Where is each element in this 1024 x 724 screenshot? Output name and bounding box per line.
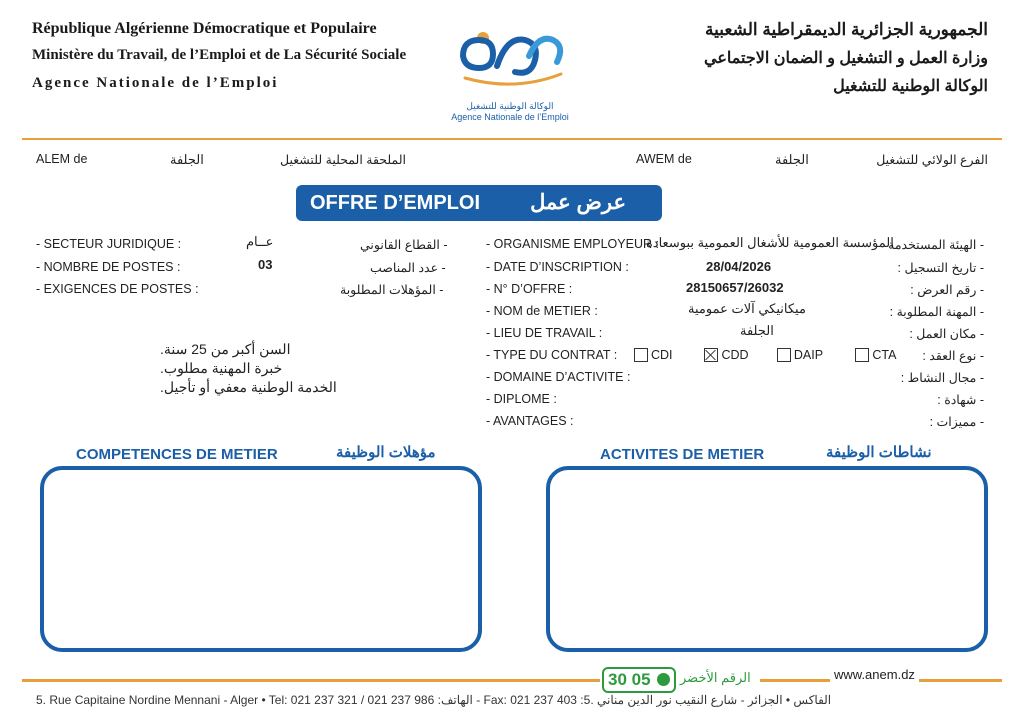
anem-logo: [445, 16, 575, 126]
header-ar-line1: الجمهورية الجزائرية الديمقراطية الشعبية: [705, 20, 988, 39]
header-ar-line2: وزارة العمل و التشغيل و الضمان الاجتماعي: [704, 50, 988, 67]
contract-option-cdi[interactable]: CDI: [634, 346, 700, 364]
lieu-ar-label: - مكان العمل :: [909, 327, 984, 341]
competences-box[interactable]: [40, 466, 482, 652]
metier-label: - NOM de METIER :: [486, 304, 598, 318]
checkbox-cdi[interactable]: [634, 348, 648, 362]
contract-option-cta[interactable]: CTA: [855, 346, 905, 364]
website-link[interactable]: www.anem.dz: [830, 667, 919, 682]
activites-title-ar: نشاطات الوظيفة: [826, 444, 932, 461]
alem-ar-label: الملحقة المحلية للتشغيل: [280, 153, 407, 167]
requirement-item: خبرة المهنية مطلوب.: [160, 360, 283, 376]
domaine-label: - DOMAINE D’ACTIVITE :: [486, 370, 631, 384]
competences-title-ar: مؤهلات الوظيفة: [336, 444, 436, 461]
date-label: - DATE D’INSCRIPTION :: [486, 260, 629, 274]
avantages-label: - AVANTAGES :: [486, 414, 574, 428]
organisme-value: المؤسسة العمومية للأشغال العمومية ببوسعادة: [646, 235, 894, 250]
offre-value: 28150657/26032: [686, 280, 784, 295]
alem-label: ALEM de: [36, 152, 88, 166]
activites-box[interactable]: [546, 466, 988, 652]
secteur-ar-label: - القطاع القانوني: [360, 238, 448, 252]
postes-value: 03: [258, 257, 273, 272]
diplome-label: - DIPLOME :: [486, 392, 557, 406]
offre-banner: [296, 185, 662, 221]
contract-options: [634, 346, 905, 364]
date-ar-label: - تاريخ التسجيل :: [897, 261, 984, 275]
offre-label: - N° D’OFFRE :: [486, 282, 573, 296]
postes-label: - NOMBRE DE POSTES :: [36, 260, 181, 274]
banner-title-ar: عرض عمل: [530, 191, 626, 214]
organisme-ar-label: - الهيئة المستخدمة: [888, 238, 984, 252]
contrat-ar-label: - نوع العقد :: [922, 349, 984, 363]
green-number-badge: [602, 667, 676, 693]
awem-value: الجلفة: [775, 152, 809, 167]
organisme-label: - ORGANISME EMPLOYEUR :: [486, 237, 659, 251]
requirements-list: [160, 340, 370, 397]
awem-label: AWEM de: [636, 152, 692, 166]
exigences-label: - EXIGENCES DE POSTES :: [36, 282, 199, 296]
contract-option-daip[interactable]: DAIP: [777, 346, 851, 364]
logo-ar-text: الوكالة الوطنية للتشغيل: [466, 101, 554, 111]
logo-fr-text: Agence Nationale de l’Emploi: [451, 112, 569, 122]
lieu-value: الجلفة: [740, 323, 774, 338]
header-fr-line2: Ministère du Travail, de l’Emploi et de La Sécurité Sociale: [32, 47, 407, 63]
checkbox-cta[interactable]: [855, 348, 869, 362]
metier-value: ميكانيكي آلات عمومية: [688, 301, 806, 316]
green-number: 30 05: [608, 670, 651, 689]
anem-logo-icon: [445, 16, 575, 96]
requirement-item: الخدمة الوطنية معفي أو تأجيل.: [160, 379, 337, 395]
diplome-ar-label: - شهادة :: [937, 393, 984, 407]
exigences-ar-label: - المؤهلات المطلوبة: [340, 283, 444, 297]
green-number-label: الرقم الأخضر: [680, 670, 751, 685]
domaine-ar-label: - مجال النشاط :: [900, 371, 984, 385]
activites-title-fr: ACTIVITES DE METIER: [600, 446, 765, 463]
metier-ar-label: - المهنة المطلوبة :: [889, 305, 984, 319]
secteur-value: عــام: [246, 234, 274, 249]
offre-ar-label: - رقم العرض :: [910, 283, 984, 297]
checkbox-daip[interactable]: [777, 348, 791, 362]
requirement-item: السن أكبر من 25 سنة.: [160, 341, 291, 357]
header-divider: [22, 138, 1002, 140]
phone-icon: [657, 673, 670, 686]
footer-rule-left: [22, 679, 600, 682]
header-fr-line1: République Algérienne Démocratique et Populaire: [32, 20, 377, 37]
competences-title-fr: COMPETENCES DE METIER: [76, 446, 278, 463]
alem-value: الجلفة: [170, 152, 204, 167]
banner-title-fr: OFFRE D’EMPLOI: [310, 192, 480, 214]
date-value: 28/04/2026: [706, 259, 772, 274]
header-ar-line3: الوكالة الوطنية للتشغيل: [833, 78, 988, 95]
awem-ar-label: الفرع الولائي للتشغيل: [876, 153, 988, 167]
avantages-ar-label: - مميزات :: [929, 415, 984, 429]
lieu-label: - LIEU DE TRAVAIL :: [486, 326, 603, 340]
contrat-label: - TYPE DU CONTRAT :: [486, 348, 618, 362]
checkbox-cdd[interactable]: [704, 348, 718, 362]
secteur-label: - SECTEUR JURIDIQUE :: [36, 237, 182, 251]
header-fr-line3: Agence Nationale de l’Emploi: [32, 75, 279, 91]
footer-address: 5. Rue Capitaine Nordine Mennani - Alger • Tel: 021 237 321 / 021 237 986 :الهاتف - Fax: 021 237 403 :الفاكس • الجزائر - شارع النقيب نور الدين مناني .5: [36, 693, 832, 707]
postes-ar-label: - عدد المناصب: [370, 261, 446, 275]
contract-option-cdd[interactable]: CDD: [704, 346, 772, 364]
